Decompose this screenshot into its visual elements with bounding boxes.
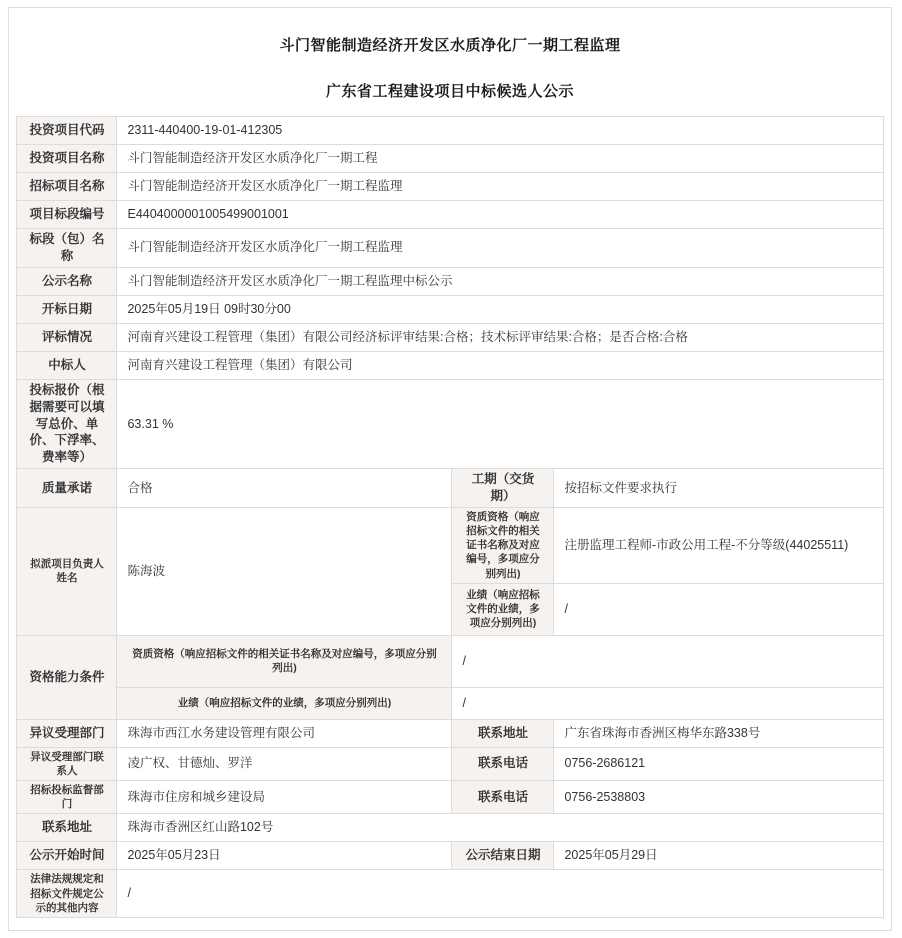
supervision-department-value: 珠海市住房和城乡建设局 xyxy=(117,781,452,814)
announcement-end-label: 公示结束日期 xyxy=(452,842,554,870)
other-legal-content-label: 法律法规规定和招标文件规定公示的其他内容 xyxy=(17,870,117,918)
construction-period-label: 工期（交货期） xyxy=(452,469,554,508)
table-row xyxy=(17,117,883,145)
table-row xyxy=(17,747,883,780)
page-subtitle: 广东省工程建设项目中标候选人公示 xyxy=(325,83,574,100)
supervision-phone-value: 0756-2538803 xyxy=(554,781,883,814)
table-row xyxy=(17,173,883,201)
table-row xyxy=(17,323,883,351)
objection-contacts-label: 异议受理部门联系人 xyxy=(17,747,117,780)
winning-bidder-label: 中标人 xyxy=(17,351,117,379)
leader-qualification-value: 注册监理工程师-市政公用工程-不分等级(44025511) xyxy=(554,507,883,583)
construction-period-value: 按招标文件要求执行 xyxy=(554,469,883,508)
objection-department-label: 异议受理部门 xyxy=(17,719,117,747)
announcement-table xyxy=(16,116,883,918)
objection-address-label: 联系地址 xyxy=(452,719,554,747)
table-row xyxy=(17,201,883,229)
supervision-department-label: 招标投标监督部门 xyxy=(17,781,117,814)
objection-contacts-value: 凌广权、甘德灿、罗洋 xyxy=(117,747,452,780)
table-row xyxy=(17,635,883,687)
table-row xyxy=(17,145,883,173)
bid-evaluation-label: 评标情况 xyxy=(17,323,117,351)
table-row xyxy=(17,842,883,870)
announcement-page xyxy=(8,7,892,931)
announcement-start-value: 2025年05月23日 xyxy=(117,842,452,870)
table-row xyxy=(17,814,883,842)
bid-opening-date-value: 2025年05月19日 09时30分00 xyxy=(117,295,883,323)
quality-commitment-value: 合格 xyxy=(117,469,452,508)
table-row xyxy=(17,229,883,268)
table-row xyxy=(17,781,883,814)
table-row xyxy=(17,719,883,747)
announcement-end-value: 2025年05月29日 xyxy=(554,842,883,870)
tender-project-name-label: 招标项目名称 xyxy=(17,173,117,201)
quality-commitment-label: 质量承诺 xyxy=(17,469,117,508)
table-row xyxy=(17,507,883,583)
proposed-project-leader-label: 拟派项目负责人姓名 xyxy=(17,507,117,635)
page-title: 斗门智能制造经济开发区水质净化厂一期工程监理 xyxy=(279,37,621,54)
project-section-number-value: E4404000001005499001001 xyxy=(117,201,883,229)
announcement-name-value: 斗门智能制造经济开发区水质净化厂一期工程监理中标公示 xyxy=(117,267,883,295)
supervision-phone-label: 联系电话 xyxy=(452,781,554,814)
leader-qualification-label: 资质资格（响应招标文件的相关证书名称及对应编号，多项应分别列出) xyxy=(452,507,554,583)
table-row xyxy=(17,469,883,508)
capability-qualification-label: 资质资格（响应招标文件的相关证书名称及对应编号，多项应分别列出) xyxy=(117,635,452,687)
capability-performance-label: 业绩（响应招标文件的业绩，多项应分别列出) xyxy=(117,687,452,719)
table-row xyxy=(17,379,883,468)
tender-project-name-value: 斗门智能制造经济开发区水质净化厂一期工程监理 xyxy=(117,173,883,201)
leader-performance-value: / xyxy=(554,583,883,635)
bid-evaluation-value: 河南育兴建设工程管理（集团）有限公司经济标评审结果:合格；技术标评审结果:合格；是否合格:合格 xyxy=(117,323,883,351)
proposed-project-leader-value: 陈海波 xyxy=(117,507,452,635)
table-row xyxy=(17,870,883,918)
bid-price-value: 63.31 % xyxy=(117,379,883,468)
investment-project-name-label: 投资项目名称 xyxy=(17,145,117,173)
qualification-capability-label: 资格能力条件 xyxy=(17,635,117,719)
objection-phone-value: 0756-2686121 xyxy=(554,747,883,780)
announcement-start-label: 公示开始时间 xyxy=(17,842,117,870)
table-row xyxy=(17,295,883,323)
project-section-number-label: 项目标段编号 xyxy=(17,201,117,229)
capability-performance-value: / xyxy=(452,687,883,719)
leader-performance-label: 业绩（响应招标文件的业绩，多项应分别列出) xyxy=(452,583,554,635)
winning-bidder-value: 河南育兴建设工程管理（集团）有限公司 xyxy=(117,351,883,379)
objection-department-value: 珠海市西江水务建设管理有限公司 xyxy=(117,719,452,747)
bid-price-label: 投标报价（根据需要可以填写总价、单价、下浮率、费率等） xyxy=(17,379,117,468)
capability-qualification-value: / xyxy=(452,635,883,687)
announcement-name-label: 公示名称 xyxy=(17,267,117,295)
contact-address-value: 珠海市香洲区红山路102号 xyxy=(117,814,883,842)
bid-opening-date-label: 开标日期 xyxy=(17,295,117,323)
section-package-name-value: 斗门智能制造经济开发区水质净化厂一期工程监理 xyxy=(117,229,883,268)
table-row xyxy=(17,267,883,295)
contact-address-label: 联系地址 xyxy=(17,814,117,842)
table-row xyxy=(17,351,883,379)
other-legal-content-value: / xyxy=(117,870,883,918)
investment-project-code-label: 投资项目代码 xyxy=(17,117,117,145)
objection-address-value: 广东省珠海市香洲区梅华东路338号 xyxy=(554,719,883,747)
investment-project-code-value: 2311-440400-19-01-412305 xyxy=(117,117,883,145)
investment-project-name-value: 斗门智能制造经济开发区水质净化厂一期工程 xyxy=(117,145,883,173)
objection-phone-label: 联系电话 xyxy=(452,747,554,780)
section-package-name-label: 标段（包）名称 xyxy=(17,229,117,268)
table-row xyxy=(17,687,883,719)
